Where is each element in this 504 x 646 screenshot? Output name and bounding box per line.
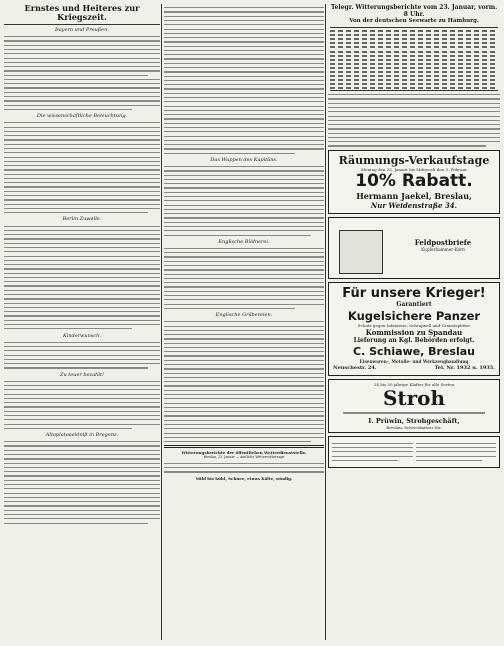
article-text: [164, 166, 324, 236]
section-heading: Bayern und Preußen.: [55, 27, 109, 33]
sale-firm: Hermann Jaekel, Breslau,: [356, 190, 472, 201]
firm-description: Eisenwaren-, Metalle- und Werkzeughandlung: [359, 359, 469, 365]
postcard-sub: Kupferhammer-Korn: [421, 246, 465, 252]
article-text: [4, 226, 160, 330]
armor-note: Schutz gegen Infanterie, Schrapnell und Granatsplitter: [357, 322, 471, 328]
section-heading: Altaplatoaeldniß in Bregenz.: [45, 432, 119, 439]
sale-dates: Montag den 25. Januar bis Mittwoch den 3. Februar: [361, 166, 467, 172]
armor-title: Für unsere Krieger!: [342, 285, 486, 301]
article-text: [164, 7, 324, 154]
article-text: [164, 463, 324, 473]
armor-commission: Kommission zu Spandau: [365, 328, 463, 338]
straw-address: Breslau, Schweidnitzer Str.: [386, 424, 442, 430]
weather-service-title: Witterungsberichte der öffentlichen Wetterdienststelle.: [181, 450, 307, 456]
straw-title: Stroh: [382, 386, 446, 411]
weather-notes: [328, 94, 500, 147]
column-rule: [161, 4, 162, 640]
straw-firm: I. Prüwin, Strohgeschäft,: [368, 416, 460, 425]
section-heading: Das Wappen des Kapitäns.: [210, 156, 278, 163]
weather-report-title: Telegr. Witterungsberichte vom 23. Januar, vorm. 8 Uhr.: [330, 4, 498, 18]
postcard-advert: [328, 217, 500, 279]
firm-telephone: Tel. Nr. 1932 u. 1935.: [434, 364, 495, 371]
mailbox-illustration: [339, 230, 383, 274]
article-text: [4, 441, 160, 524]
section-heading: Berlin Zuwelle.: [62, 216, 102, 223]
sale-discount: 10% Rabatt.: [355, 170, 473, 191]
sale-address: Nur Weidenstraße 34.: [370, 200, 458, 210]
weather-table: [330, 27, 498, 91]
column-middle: [164, 4, 324, 481]
armor-advert: [328, 282, 500, 376]
article-text: [164, 321, 324, 442]
straw-advert: [328, 379, 500, 433]
firm-street: Neuschestr. 24.: [333, 364, 377, 371]
sale-advert: [328, 150, 500, 214]
article-text: [4, 381, 160, 429]
section-heading: Kinderwunsch.: [62, 332, 101, 339]
armor-product: Kugelsichere Panzer: [347, 308, 481, 323]
sale-title: Räumungs-Verkaufstage: [338, 153, 490, 167]
section-heading: Die wissenschaftliche Beleuchtung.: [36, 113, 128, 120]
firm-name: C. Schiawe, Breslau: [352, 345, 476, 359]
small-adverts: [328, 436, 500, 469]
column-rule: [325, 4, 326, 640]
weather-service-line: Breslau, 23. Januar — Amtliche Wettervorhersage: [203, 455, 285, 460]
article-text: [4, 36, 160, 110]
section-heading: Zu teuer bezahlt!: [59, 371, 105, 378]
armor-guarantee: Garantiert: [396, 300, 432, 308]
article-text: [164, 248, 324, 309]
straw-intro: 24 bis 30 jährige Klafter für alle Sorten: [373, 381, 455, 387]
weather-forecast: Mild bis kühl, Schnee, etwas Kälte, windig.: [195, 475, 293, 481]
column-right: [328, 4, 500, 471]
section-heading: Englische Gräbereien.: [215, 312, 273, 319]
column-left: [4, 4, 160, 527]
postcard-title: Feldpostbriefe: [414, 237, 472, 247]
article-text: [4, 342, 160, 369]
armor-delivery: Lieferung an Kgl. Behörden erfolgt.: [353, 337, 475, 345]
section-heading: Englische Bildnerei.: [218, 238, 270, 245]
headline: Ernstes und Heiteres zur Kriegszeit.: [24, 3, 140, 22]
article-text: [4, 122, 160, 213]
weather-report-subtitle: Von der deutschen Seewarte zu Hamburg.: [349, 18, 479, 24]
